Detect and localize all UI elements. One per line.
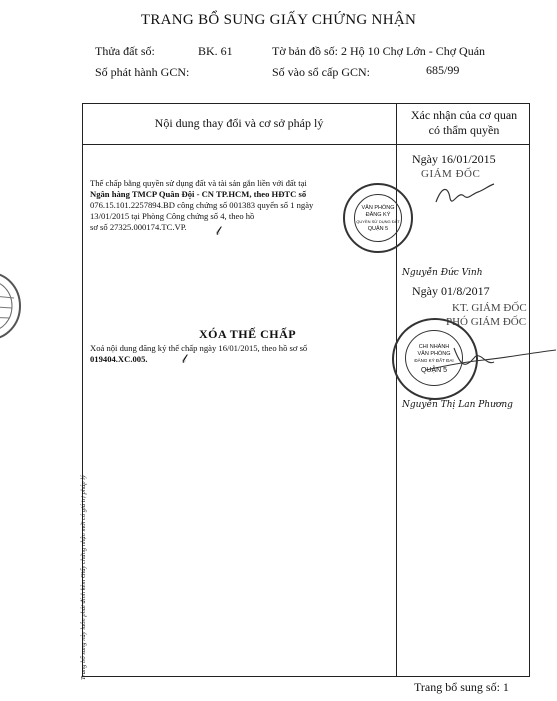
parcel-number-value: BK. 61 bbox=[198, 44, 233, 58]
signature-2 bbox=[424, 340, 557, 395]
stamp2-line3: ĐĂNG KÝ ĐẤT ĐAI bbox=[414, 358, 454, 363]
confirmation-date-1: Ngày 16/01/2015 bbox=[412, 152, 496, 166]
initials-mark-2: 𝓁 bbox=[182, 352, 186, 366]
header-confirmation-line2: có thẩm quyền bbox=[428, 123, 500, 137]
stamp1-line3: QUYỀN SỬ DỤNG ĐẤT bbox=[356, 219, 400, 224]
stamp2-line1: CHI NHÁNH bbox=[418, 344, 450, 350]
stamp1-line4: QUẬN 5 bbox=[367, 226, 389, 232]
release-line2: 019404.XC.005. bbox=[90, 354, 148, 364]
page-supplement-number: Trang bổ sung số: 1 bbox=[414, 680, 509, 694]
signer-name-1: Nguyễn Đức Vinh bbox=[402, 268, 483, 278]
stamp2-line4: QUẬN 5 bbox=[420, 367, 448, 374]
registry-number-label: Số vào sổ cấp GCN: bbox=[272, 65, 370, 79]
release-entry bbox=[90, 343, 390, 365]
mortgage-line4: 13/01/2015 tại Phòng Công chứng số 4, theo hồ bbox=[90, 211, 255, 221]
header-divider bbox=[82, 144, 530, 145]
director-title-1: GIÁM ĐỐC bbox=[421, 168, 481, 180]
mortgage-line2: Ngân hàng TMCP Quân Đội - CN TP.HCM, theo HĐTC số bbox=[90, 189, 307, 199]
confirmation-date-2: Ngày 01/8/2017 bbox=[412, 284, 490, 298]
issue-number-label: Số phát hành GCN: bbox=[95, 65, 190, 79]
stamp2-line2: VĂN PHÒNG bbox=[417, 351, 451, 357]
partial-stamp-left bbox=[0, 270, 26, 342]
side-note: Trang bổ sung này luôn phải đính kèm Giấy chứng nhận mới có giá trị pháp lý bbox=[80, 475, 87, 680]
parcel-number-label: Thửa đất số: bbox=[95, 44, 155, 58]
deputy-title-2: PHÓ GIÁM ĐỐC bbox=[446, 316, 527, 328]
signature-1 bbox=[432, 180, 502, 215]
initials-mark-1: 𝓁 bbox=[216, 224, 220, 238]
office-stamp-1 bbox=[343, 183, 413, 253]
map-sheet-info: Tờ bản đồ số: 2 Hộ 10 Chợ Lớn - Chợ Quán bbox=[272, 44, 486, 58]
registry-number-value: 685/99 bbox=[426, 63, 460, 77]
stamp1-line1: VĂN PHÒNG bbox=[361, 205, 395, 211]
header-confirmation-line1: Xác nhận của cơ quan bbox=[410, 108, 518, 122]
mortgage-line1: Thế chấp bằng quyền sử dụng đất và tài sản gắn liền với đất tại bbox=[90, 178, 307, 188]
mortgage-line3: 076.15.101.2257894.BD công chứng số 001383 quyển số 1 ngày bbox=[90, 200, 314, 210]
page-title: TRANG BỔ SUNG GIẤY CHỨNG NHẬN bbox=[140, 12, 417, 28]
deputy-title-1: KT. GIÁM ĐỐC bbox=[452, 302, 527, 314]
mortgage-line5: sơ số 27325.000174.TC.VP. bbox=[90, 222, 187, 232]
table-header-confirmation bbox=[398, 108, 530, 138]
release-line1: Xoá nội dung đăng ký thế chấp ngày 16/01/2015, theo hồ sơ số bbox=[90, 343, 308, 353]
table-header-changes: Nội dung thay đổi và cơ sở pháp lý bbox=[154, 116, 324, 130]
release-mortgage-heading: XÓA THẾ CHẤP bbox=[199, 327, 297, 341]
signer-name-2: Nguyễn Thị Lan Phương bbox=[402, 400, 513, 410]
stamp1-line2: ĐĂNG KÝ bbox=[365, 212, 391, 218]
